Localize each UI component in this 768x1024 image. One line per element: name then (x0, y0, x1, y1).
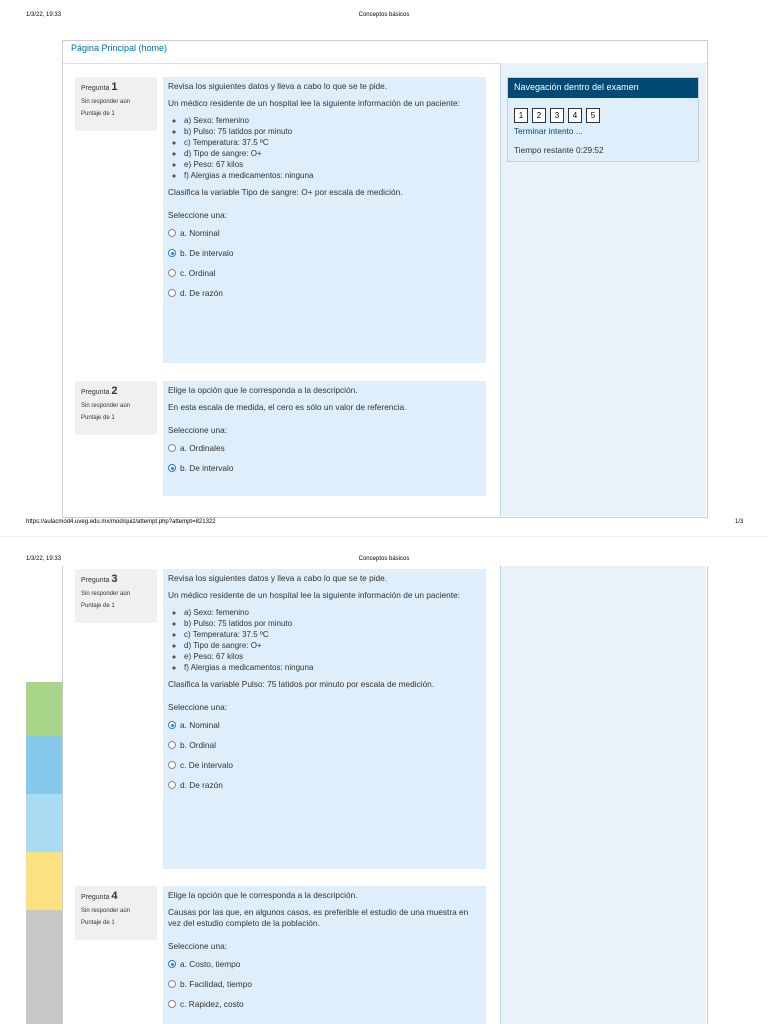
print-header (0, 12, 768, 26)
color-strip (26, 682, 62, 1024)
answer-option[interactable] (168, 974, 480, 994)
answer-option[interactable] (168, 458, 480, 478)
question-content (163, 569, 486, 869)
question-content (163, 77, 486, 363)
answer-option[interactable] (168, 263, 480, 283)
question-content (163, 381, 486, 496)
quiz-navigation-block (507, 77, 699, 162)
question-number: 2 (111, 385, 118, 397)
answer-label: a. Nominal (180, 719, 220, 730)
select-prompt: Seleccione una: (168, 210, 228, 220)
answer-label: a. Costo, tiempo (180, 958, 241, 969)
strip-block-yellow (26, 852, 62, 910)
question-grade: Puntaje de 1 (81, 603, 115, 609)
question-text: En esta escala de medida, el cero es sólo un valor de referencia. (168, 402, 407, 412)
answer-label: b. Facilidad, tiempo (180, 978, 252, 989)
radio-button[interactable] (168, 269, 176, 277)
patient-data-list (168, 607, 480, 673)
list-item: ◦ e) Peso: 67 kilos (184, 159, 480, 170)
nav-question-button[interactable]: 5 (586, 108, 600, 123)
question-status: Sin responder aún (81, 908, 131, 914)
answer-option[interactable] (168, 243, 480, 263)
answer-label: c. Ordinal (180, 267, 216, 278)
strip-block-lightblue (26, 794, 62, 852)
answer-label: a. Ordinales (180, 442, 225, 453)
question-intro: Revisa los siguientes datos y lleva a cabo lo que se te pide. (168, 81, 388, 91)
question-grade: Puntaje de 1 (81, 920, 115, 926)
list-item: ◦ b) Pulso: 75 latidos por minuto (184, 618, 480, 629)
radio-button[interactable] (168, 289, 176, 297)
print-title: Conceptos básicos (358, 12, 410, 18)
quiz-navigation-buttons (508, 98, 698, 123)
question-number: 1 (111, 81, 118, 93)
radio-button-selected[interactable] (168, 464, 176, 472)
list-item: ◦ d) Tipo de sangre: O+ (184, 148, 480, 159)
answer-option[interactable] (168, 438, 480, 458)
question-status: Sin responder aún (81, 403, 131, 409)
print-datetime: 1/3/22, 19:33 (26, 556, 62, 562)
answer-label: c. Rapidez, costo (180, 998, 244, 1009)
list-item: ◦ a) Sexo: femenino (184, 607, 480, 618)
question-content (163, 886, 486, 1024)
quiz-timer: Tiempo restante 0:29:52 (514, 145, 604, 155)
print-url: https://aulacmod4.uveg.edu.mx/mod/quiz/attempt.php?attempt=821322 (26, 519, 216, 525)
radio-button[interactable] (168, 229, 176, 237)
nav-question-button[interactable]: 1 (514, 108, 528, 123)
question-intro: Elige la opción que le corresponda a la descripción. (168, 890, 358, 900)
question-prefix: Pregunta (81, 577, 110, 584)
radio-button-selected[interactable] (168, 721, 176, 729)
question-prefix: Pregunta (81, 894, 110, 901)
nav-question-button[interactable]: 4 (568, 108, 582, 123)
question-grade: Puntaje de 1 (81, 111, 115, 117)
radio-button[interactable] (168, 781, 176, 789)
select-prompt: Seleccione una: (168, 702, 228, 712)
answer-label: a. Nominal (180, 227, 220, 238)
answer-option[interactable] (168, 755, 480, 775)
list-item: ◦ c) Temperatura: 37.5 ºC (184, 629, 480, 640)
question-info (75, 381, 157, 435)
strip-block-green (26, 682, 62, 736)
finish-attempt-link[interactable]: Terminar intento ... (514, 126, 583, 136)
list-item: ◦ d) Tipo de sangre: O+ (184, 640, 480, 651)
list-item: ◦ f) Alergias a medicamentos: ninguna (184, 170, 480, 181)
radio-button[interactable] (168, 1000, 176, 1008)
nav-question-button[interactable]: 2 (532, 108, 546, 123)
question-number: 4 (111, 890, 118, 902)
answer-label: c. De intervalo (180, 759, 234, 770)
answer-label: b. De intervalo (180, 462, 234, 473)
answer-label: b. De intervalo (180, 247, 234, 258)
strip-block-gray (26, 910, 62, 1024)
select-prompt: Seleccione una: (168, 425, 228, 435)
question-intro: Elige la opción que le corresponda a la descripción. (168, 385, 358, 395)
question-prefix: Pregunta (81, 389, 110, 396)
list-item: ◦ f) Alergias a medicamentos: ninguna (184, 662, 480, 673)
answer-option[interactable] (168, 994, 480, 1014)
question-text: Clasifica la variable Tipo de sangre: O+ por escala de medición. (168, 187, 403, 197)
select-prompt: Seleccione una: (168, 941, 228, 951)
strip-block-blue (26, 736, 62, 794)
print-title: Conceptos básicos (358, 556, 410, 562)
nav-question-button[interactable]: 3 (550, 108, 564, 123)
quiz-navigation-title: Navegación dentro del examen (508, 78, 698, 98)
question-intro: Revisa los siguientes datos y lleva a cabo lo que se te pide. (168, 573, 388, 583)
list-item: ◦ b) Pulso: 75 latidos por minuto (184, 126, 480, 137)
question-text: Clasifica la variable Pulso: 75 latidos por minuto por escala de medición. (168, 679, 435, 689)
answer-label: d. De razón (180, 779, 223, 790)
question-status: Sin responder aún (81, 591, 131, 597)
answer-option[interactable] (168, 775, 480, 795)
question-grade: Puntaje de 1 (81, 415, 115, 421)
radio-button-selected[interactable] (168, 249, 176, 257)
answer-label: b. Ordinal (180, 739, 216, 750)
patient-data-list (168, 115, 480, 181)
answer-option[interactable] (168, 715, 480, 735)
answer-option[interactable] (168, 735, 480, 755)
radio-button[interactable] (168, 980, 176, 988)
question-number: 3 (111, 573, 118, 585)
page-divider (0, 536, 768, 537)
answer-option[interactable] (168, 223, 480, 243)
breadcrumb-home-link[interactable]: Página Principal (home) (71, 43, 168, 53)
question-status: Sin responder aún (81, 99, 131, 105)
block-region (500, 566, 706, 1024)
question-info (75, 77, 157, 131)
answer-option[interactable] (168, 283, 480, 303)
breadcrumb (63, 41, 707, 64)
question-info (75, 569, 157, 623)
print-page-number: 1/3 (735, 519, 744, 525)
answer-option[interactable] (168, 954, 480, 974)
question-info (75, 886, 157, 940)
list-item: ◦ e) Peso: 67 kilos (184, 651, 480, 662)
radio-button[interactable] (168, 761, 176, 769)
answer-label: d. De razón (180, 287, 223, 298)
print-datetime: 1/3/22, 19:33 (26, 12, 62, 18)
list-item: ◦ c) Temperatura: 37.5 ºC (184, 137, 480, 148)
question-context: Un médico residente de un hospital lee la siguiente información de un paciente: (168, 98, 460, 108)
radio-button[interactable] (168, 444, 176, 452)
question-context: Un médico residente de un hospital lee la siguiente información de un paciente: (168, 590, 460, 600)
radio-button-selected[interactable] (168, 960, 176, 968)
radio-button[interactable] (168, 741, 176, 749)
question-text: Causas por las que, en algunos casos, es preferible el estudio de una muestra en vez del estudio completo de la población. (168, 907, 469, 928)
question-prefix: Pregunta (81, 85, 110, 92)
list-item: ◦ a) Sexo: femenino (184, 115, 480, 126)
